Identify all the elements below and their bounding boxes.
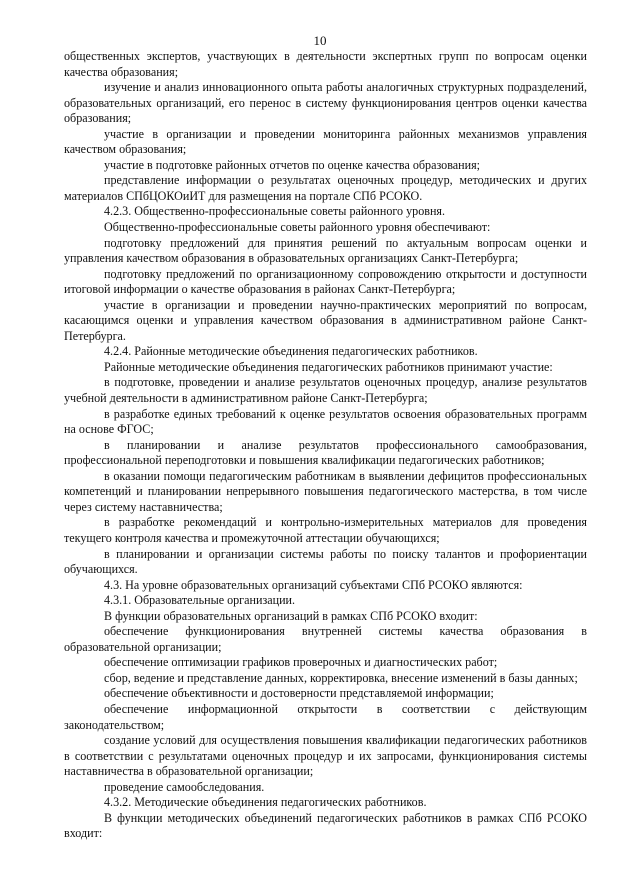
paragraph: в разработке единых требований к оценке результатов освоения образовательных программ на основе ФГОС;: [64, 406, 587, 437]
paragraph: участие в организации и проведении научно-практических мероприятий по вопросам, касающимся оценки и управления качеством образования в административном районе Санкт-Петербурга.: [64, 297, 587, 343]
paragraph: представление информации о результатах оценочных процедур, методических и других материалов СПбЦОКОиИТ для размещения на портале СПб РСОКО.: [64, 173, 587, 203]
paragraph: обеспечение функционирования внутренней системы качества образования в образовательной организации;: [64, 624, 587, 654]
paragraph: Районные методические объединения педагогических работников принимают участие:: [104, 359, 553, 374]
paragraph: В функции образовательных организаций в рамках СПб РСОКО входит:: [104, 608, 478, 623]
paragraph: участие в подготовке районных отчетов по оценке качества образования;: [104, 157, 481, 172]
paragraph: изучение и анализ инновационного опыта работы аналогичных структурных подразделений, образовательных организаций, его перенос в систему функционирования центров оценки качества образования;: [64, 80, 587, 126]
paragraph: обеспечение информационной открытости в соответствии с действующим законодательством;: [64, 701, 587, 732]
paragraph: обеспечение оптимизации графиков проверочных и диагностических работ;: [104, 655, 498, 670]
paragraph: создание условий для осуществления повышения квалификации педагогических работников в соответствии с результатами оценочных процедур и их запросами, функционирования системы наставничества в образовательной организации;: [64, 733, 587, 779]
paragraph: проведение самообследования.: [104, 779, 265, 794]
paragraph: общественных экспертов, участвующих в деятельности экспертных групп по вопросам оценки качества образования;: [64, 49, 587, 79]
section-heading: 4.3. На уровне образовательных организаций субъектами СПб РСОКО являются:: [104, 577, 523, 592]
paragraph: В функции методических объединений педагогических работников в рамках СПб РСОКО входит:: [64, 810, 587, 841]
paragraph: подготовку предложений по организационному сопровождению открытости и доступности итоговой информации о качестве образования в районах Санкт-Петербурга;: [64, 266, 587, 297]
section-heading: 4.2.3. Общественно-профессиональные советы районного уровня.: [104, 204, 446, 219]
section-heading: 4.3.2. Методические объединения педагогических работников.: [104, 795, 427, 810]
paragraph: в разработке рекомендаций и контрольно-измерительных материалов для проведения текущего контроля качества и промежуточной аттестации обучающихся;: [64, 515, 587, 545]
paragraph: подготовку предложений для принятия решений по актуальным вопросам оценки и управления качеством образования в образовательных организациях Санкт-Петербурга;: [64, 235, 587, 266]
paragraph: участие в организации и проведении мониторинга районных механизмов управления качеством образования;: [64, 126, 587, 157]
section-heading: 4.3.1. Образовательные организации.: [104, 593, 296, 608]
paragraph: сбор, ведение и представление данных, корректировка, внесение изменений в базы данных;: [104, 670, 578, 685]
document-body: [64, 49, 587, 842]
page-number: 10: [313, 33, 327, 48]
paragraph: в планировании и организации системы работы по поиску талантов и профориентации обучающихся.: [64, 546, 587, 577]
paragraph: в подготовке, проведении и анализе результатов оценочных процедур, анализе результатов учебной деятельности в административном районе Санкт-Петербурга;: [64, 375, 587, 406]
paragraph: в оказании помощи педагогическим работникам в выявлении дефицитов профессиональных компетенций и планировании непрерывного повышения педагогического мастерства, в том числе через систему наставничества;: [64, 468, 587, 514]
paragraph: Общественно-профессиональные советы районного уровня обеспечивают:: [104, 220, 491, 235]
paragraph: обеспечение объективности и достоверности представляемой информации;: [104, 686, 494, 701]
section-heading: 4.2.4. Районные методические объединения педагогических работников.: [104, 344, 478, 359]
paragraph: в планировании и анализе результатов профессионального самообразования, профессиональной переподготовки и повышения квалификации педагогических работников;: [64, 437, 587, 468]
